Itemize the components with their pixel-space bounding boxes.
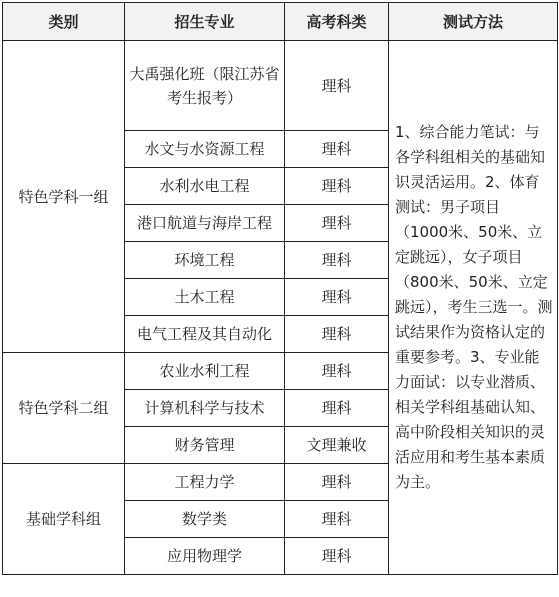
- header-category: 类别: [3, 3, 125, 41]
- group-cell-3: 基础学科组: [3, 464, 125, 575]
- exam-type-cell: 理科: [285, 168, 389, 205]
- group-cell-1: 特色学科一组: [3, 41, 125, 353]
- header-major: 招生专业: [125, 3, 285, 41]
- exam-type-cell: 理科: [285, 205, 389, 242]
- exam-type-cell: 理科: [285, 131, 389, 168]
- major-cell: 大禹强化班（限江苏省考生报考）: [125, 41, 285, 131]
- exam-type-cell: 理科: [285, 242, 389, 279]
- table-row: [3, 41, 558, 131]
- major-cell: 水文与水资源工程: [125, 131, 285, 168]
- exam-type-cell: 理科: [285, 464, 389, 501]
- major-cell: 应用物理学: [125, 538, 285, 575]
- exam-type-cell: 理科: [285, 538, 389, 575]
- header-exam-type: 高考科类: [285, 3, 389, 41]
- header-test-method: 测试方法: [389, 3, 558, 41]
- major-cell: 港口航道与海岸工程: [125, 205, 285, 242]
- test-method-cell: 1、综合能力笔试：与各学科组相关的基础知识灵活运用。2、体育测试：男子项目（1000米、50米、立定跳远），女子项目（800米、50米、立定跳远），考生三选一。测试结果作为资格认定的重要参考。3、专业能力面试：以专业潜质、相关学科组基础认知、高中阶段相关知识的灵活应用和考生基本素质为主。: [389, 41, 558, 575]
- major-cell: 农业水利工程: [125, 353, 285, 390]
- major-cell: 财务管理: [125, 427, 285, 464]
- exam-type-cell: 理科: [285, 316, 389, 353]
- header-row: [3, 3, 558, 41]
- major-cell: 水利水电工程: [125, 168, 285, 205]
- major-cell: 数学类: [125, 501, 285, 538]
- admission-table: [2, 2, 558, 575]
- exam-type-cell: 理科: [285, 353, 389, 390]
- exam-type-cell: 理科: [285, 501, 389, 538]
- group-cell-2: 特色学科二组: [3, 353, 125, 464]
- exam-type-cell: 理科: [285, 41, 389, 131]
- major-cell: 环境工程: [125, 242, 285, 279]
- major-cell: 工程力学: [125, 464, 285, 501]
- major-cell: 计算机科学与技术: [125, 390, 285, 427]
- exam-type-cell: 理科: [285, 390, 389, 427]
- major-cell: 电气工程及其自动化: [125, 316, 285, 353]
- exam-type-cell: 文理兼收: [285, 427, 389, 464]
- major-cell: 土木工程: [125, 279, 285, 316]
- exam-type-cell: 理科: [285, 279, 389, 316]
